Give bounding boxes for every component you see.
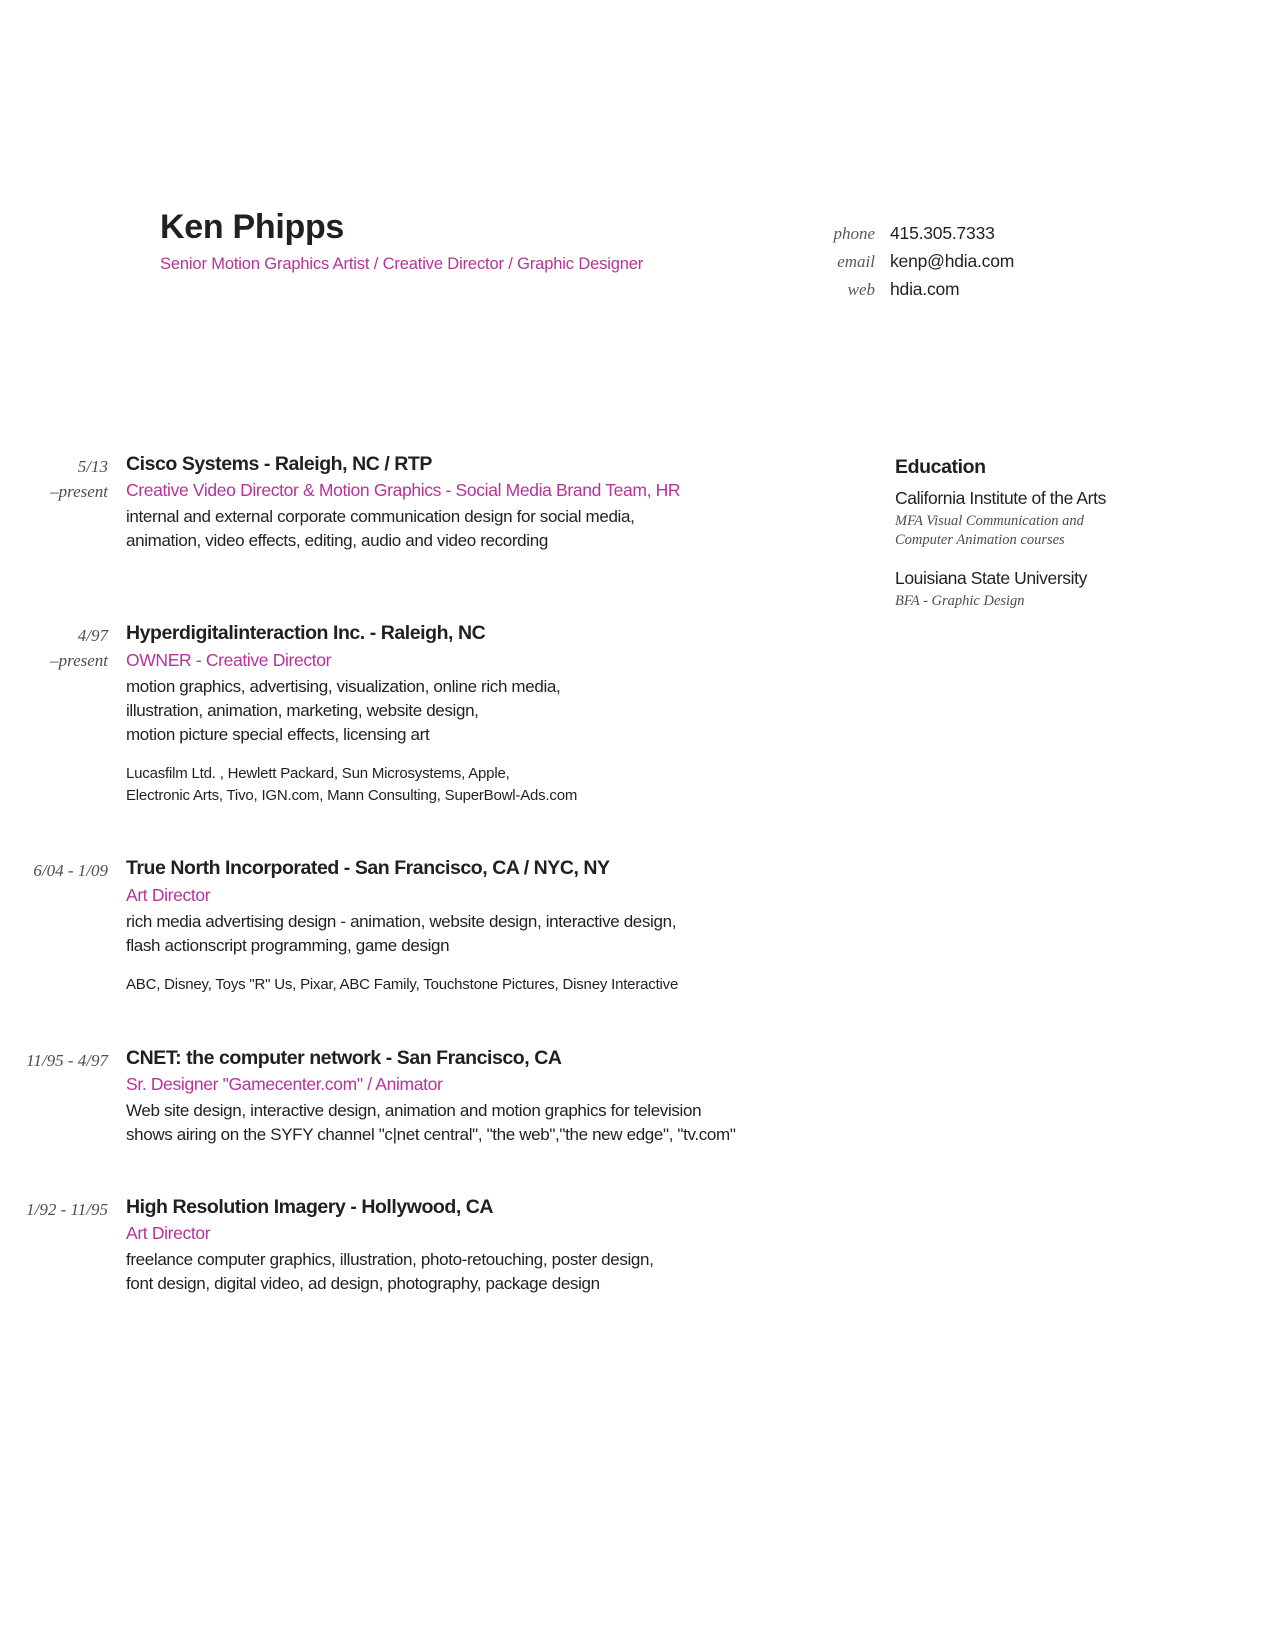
page-title: Ken Phipps [160,208,345,246]
entry-description-line: Web site design, interactive design, animation and motion graphics for television [126,1100,702,1120]
entry-date-start: 5/13 [77,457,108,476]
education-school: California Institute of the Arts [895,488,1106,509]
entry-client-list [126,763,880,807]
entry-company: CNET: the computer network - San Francisco, CA [126,1046,562,1069]
entry-spacer [0,553,880,621]
education-degree-line: Computer Animation courses [895,532,1065,549]
entry-company: Cisco Systems - Raleigh, NC / RTP [126,453,432,475]
entry-company: High Resolution Imagery - Hollywood, CA [126,1195,494,1218]
entry-job-title: Art Director [126,884,211,905]
education-school: Louisiana State University [895,567,1087,588]
contact-block [780,222,1014,302]
contact-label-web: web [847,279,875,299]
entry-dates [0,621,108,806]
entry-description-line: motion graphics, advertising, visualization, online rich media, [126,676,561,696]
entry-spacer [0,1147,880,1195]
entry-client-line: ABC, Disney, Toys "R" Us, Pixar, ABC Family, Touchstone Pictures, Disney Interactive [126,975,679,993]
entry-description-line: animation, video effects, editing, audio and video recording [126,531,548,551]
entry-client-line: Electronic Arts, Tivo, IGN.com, Mann Consulting, SuperBowl-Ads.com [126,786,578,804]
entry-client-list [126,974,880,996]
contact-value-email[interactable]: kenp@hdia.com [890,250,1015,271]
entry-date-range: 11/95 - 4/97 [26,1050,108,1070]
entry-date-range: 1/92 - 11/95 [26,1199,108,1219]
entry-date-end: –present [50,651,108,671]
entry-company: Hyperdigitalinteraction Inc. - Raleigh, NC [126,622,486,645]
experience-entry [0,452,880,553]
entry-company: True North Incorporated - San Francisco, CA / NYC, NY [126,857,610,880]
entry-job-title: Creative Video Director & Motion Graphics - Social Media Brand Team, HR [126,480,681,501]
entry-job-title: OWNER - Creative Director [126,649,332,670]
education-entry [895,568,1155,611]
entry-date-start: 4/97 [77,626,108,646]
contact-label-phone: phone [833,224,875,243]
entry-job-title: Sr. Designer "Gamecenter.com" / Animator [126,1073,443,1094]
education-section [895,456,1155,611]
education-entry [895,488,1155,550]
entry-dates [0,1046,108,1147]
entry-description-line: freelance computer graphics, illustration, photo-retouching, poster design, [126,1250,654,1269]
entry-description-line: internal and external corporate communication design for social media, [126,507,635,527]
entry-date-range: 6/04 - 1/09 [33,861,108,881]
experience-entry [0,856,880,995]
entry-dates [0,452,108,553]
entry-description [126,1099,880,1147]
entry-body [126,452,880,553]
entry-description [126,505,880,553]
education-degree [895,512,1155,550]
education-degree-line: MFA Visual Communication and [895,513,1084,530]
entry-body [126,856,880,995]
entry-description-line: shows airing on the SYFY channel "c|net central", "the web","the new edge", "tv.com" [126,1124,736,1144]
entry-dates [0,1195,108,1296]
entry-description-line: rich media advertising design - animation, website design, interactive design, [126,911,677,931]
experience-section [0,452,880,1296]
entry-description-line: flash actionscript programming, game design [126,935,450,955]
entry-description [126,675,880,747]
entry-date-end: –present [50,481,108,501]
entry-body [126,621,880,806]
entry-spacer [0,806,880,856]
entry-body [126,1046,880,1147]
entry-job-title: Art Director [126,1223,211,1244]
contact-value-phone[interactable]: 415.305.7333 [890,223,995,243]
entry-dates [0,856,108,995]
education-degree [895,592,1155,611]
entry-spacer [0,996,880,1046]
entry-description-line: font design, digital video, ad design, photography, package design [126,1274,600,1294]
entry-description-line: illustration, animation, marketing, website design, [126,700,479,720]
entry-description [126,1248,880,1296]
entry-description [126,910,880,958]
education-heading: Education [895,456,986,478]
experience-entry [0,1195,880,1296]
entry-body [126,1195,880,1296]
contact-label-email: email [837,251,875,271]
entry-client-line: Lucasfilm Ltd. , Hewlett Packard, Sun Microsystems, Apple, [126,764,510,782]
experience-entry [0,1046,880,1147]
experience-entry [0,621,880,806]
contact-value-web[interactable]: hdia.com [890,278,960,299]
header-tagline: Senior Motion Graphics Artist / Creative Director / Graphic Designer [160,254,644,273]
entry-description-line: motion picture special effects, licensing art [126,724,430,744]
education-degree-line: BFA - Graphic Design [895,592,1025,609]
